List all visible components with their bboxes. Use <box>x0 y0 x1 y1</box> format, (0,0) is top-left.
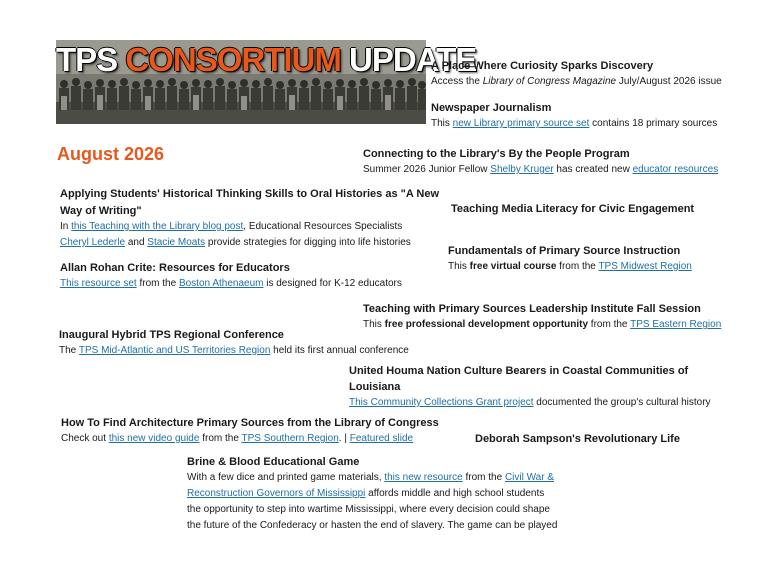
featured-slide-link[interactable]: Featured slide <box>349 433 414 444</box>
item-description: With a few dice and printed game materials, this new resource from the Civil War & <box>187 472 555 483</box>
item-description: Access the Library of Congress Magazine July/August 2026 issue <box>431 76 722 87</box>
newsletter-banner <box>56 40 477 124</box>
item-title: Allan Rohan Crite: Resources for Educators <box>60 262 290 274</box>
item-houma-nation <box>349 364 711 411</box>
item-leadership-institute <box>363 302 721 333</box>
item-hybrid-conference <box>59 328 409 359</box>
community-collections-link[interactable]: This Community Collections Grant project <box>349 397 534 408</box>
banner-title-tps: TPS <box>56 41 118 78</box>
banner-title-update: UPDATE <box>349 41 477 78</box>
item-newspaper <box>431 101 717 132</box>
tps-midwest-link[interactable]: TPS Midwest Region <box>598 261 692 272</box>
item-description: Check out this new video guide from the TPS Southern Region. | Featured slide <box>61 433 414 444</box>
item-crite <box>60 261 402 292</box>
new-resource-link[interactable]: this new resource <box>384 472 463 483</box>
educator-resources-link[interactable]: educator resources <box>632 164 719 175</box>
item-description: Summer 2026 Junior Fellow Shelby Kruger has created new educator resources <box>363 164 719 175</box>
item-description: In this Teaching with the Library blog post, Educational Resources Specialists <box>60 221 403 232</box>
item-description-line3: the opportunity to step into wartime Mississippi, where every decision could shape <box>187 504 550 515</box>
item-description-line4: the future of the Confederacy or hasten the end of slavery. The game can be played <box>187 520 558 531</box>
tps-mid-atlantic-link[interactable]: TPS Mid-Atlantic and US Territories Region <box>78 345 271 356</box>
civil-war-governors-link[interactable]: Civil War & <box>504 472 555 483</box>
item-description: The TPS Mid-Atlantic and US Territories Region held its first annual conference <box>59 345 409 356</box>
item-title: A Place Where Curiosity Sparks Discovery <box>431 60 654 72</box>
magazine-title: Library of Congress Magazine <box>482 76 617 87</box>
tps-southern-link[interactable]: TPS Southern Region <box>241 433 339 444</box>
tps-eastern-link[interactable]: TPS Eastern Region <box>630 319 722 330</box>
item-architecture <box>61 416 439 447</box>
banner-title <box>56 41 477 79</box>
stacie-moats-link[interactable]: Stacie Moats <box>147 237 206 248</box>
item-title: Applying Students' Historical Thinking Skills to Oral Histories as "A New <box>60 188 440 200</box>
item-title: How To Find Architecture Primary Sources from the Library of Congress <box>61 417 439 429</box>
item-deborah-sampson <box>475 432 680 447</box>
item-title-cont: Louisiana <box>349 381 401 393</box>
item-title: Connecting to the Library's By the People Program <box>363 148 630 160</box>
item-description: This new Library primary source set contains 18 primary sources <box>431 118 718 129</box>
primary-source-set-link[interactable]: new Library primary source set <box>452 118 590 129</box>
item-title: Inaugural Hybrid TPS Regional Conference <box>59 329 284 341</box>
blog-post-link[interactable]: this Teaching with the Library blog post <box>71 221 244 232</box>
item-description: This free professional development opportunity from the TPS Eastern Region <box>363 319 722 330</box>
item-title: Deborah Sampson's Revolutionary Life <box>475 433 680 445</box>
item-title-cont: Way of Writing" <box>60 205 142 217</box>
item-title: Teaching with Primary Sources Leadership Institute Fall Session <box>363 303 701 315</box>
month-heading: August 2026 <box>57 144 165 164</box>
item-description: This Community Collections Grant project documented the group's cultural history <box>349 397 711 408</box>
boston-athenaeum-link[interactable]: Boston Athenaeum <box>178 278 264 289</box>
video-guide-link[interactable]: this new video guide <box>108 433 200 444</box>
shelby-kruger-link[interactable]: Shelby Kruger <box>490 164 554 175</box>
banner-title-consortium: CONSORTIUM <box>125 41 341 78</box>
cheryl-lederle-link[interactable]: Cheryl Lederle <box>60 237 126 248</box>
item-description: This free virtual course from the TPS Midwest Region <box>448 261 692 272</box>
item-title: Fundamentals of Primary Source Instruction <box>448 245 681 257</box>
resource-set-link[interactable]: This resource set <box>60 278 137 289</box>
item-description: This resource set from the Boston Athenaeum is designed for K-12 educators <box>60 278 402 289</box>
item-oral-histories <box>60 187 439 251</box>
item-curiosity <box>431 59 722 90</box>
item-title: Brine & Blood Educational Game <box>187 456 360 468</box>
item-fundamentals <box>448 244 692 275</box>
item-brine-blood <box>187 455 557 534</box>
civil-war-governors-link-cont[interactable]: Reconstruction Governors of Mississippi <box>187 488 366 499</box>
item-description-cont: Cheryl Lederle and Stacie Moats provide strategies for digging into life histories <box>60 237 411 248</box>
item-title: Teaching Media Literacy for Civic Engagement <box>451 203 695 215</box>
item-description-cont: Reconstruction Governors of Mississippi affords middle and high school students <box>187 488 545 499</box>
item-title: Newspaper Journalism <box>431 102 552 114</box>
item-title: United Houma Nation Culture Bearers in Coastal Communities of <box>349 365 689 377</box>
item-by-the-people <box>363 147 718 178</box>
item-media-literacy <box>451 202 694 217</box>
